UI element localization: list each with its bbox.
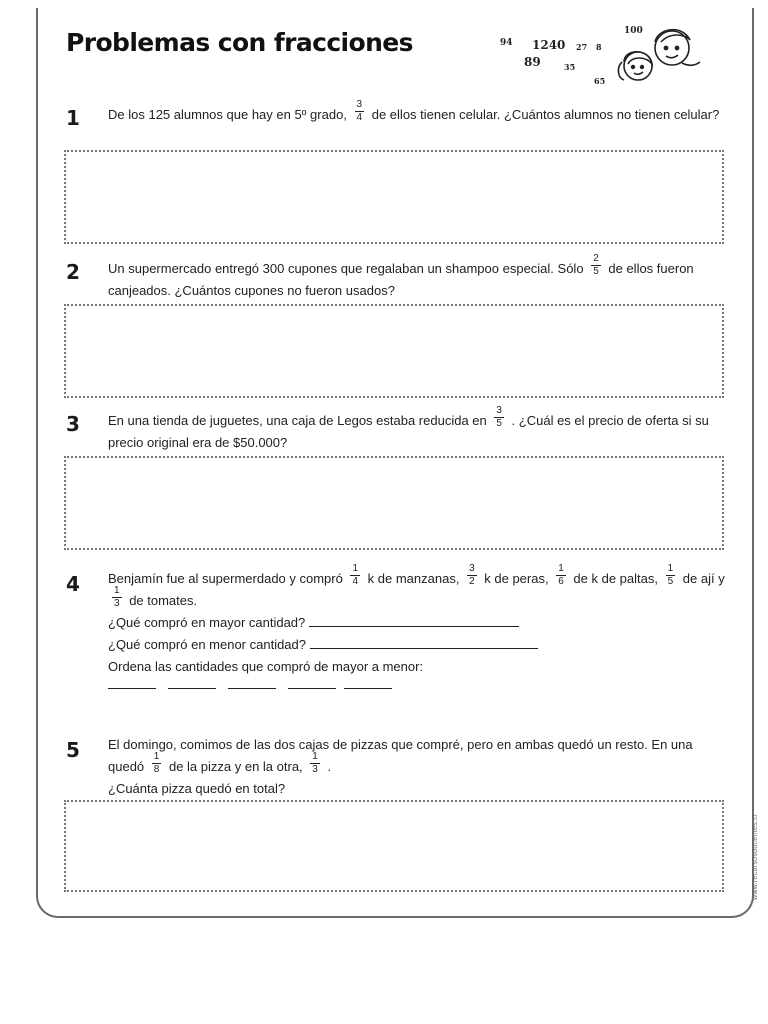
- problem-number: 2: [66, 260, 80, 284]
- question-total: ¿Cuánta pizza quedó en total?: [108, 781, 286, 796]
- deco-number: 1240: [532, 38, 566, 52]
- fraction: $\frac{1}{5}$: [667, 563, 674, 588]
- answer-line-mayor[interactable]: [309, 614, 519, 627]
- header-decoration: [490, 20, 710, 90]
- problem-number: 5: [66, 738, 80, 762]
- problem-text: Un supermercado entregó 300 cupones que regalaban un shampoo especial. Sólo $\frac{2}{5}$ de ellos fueron canjeados. ¿Cuántos cupones no fueron usados?: [108, 253, 694, 298]
- question-menor: ¿Qué compró en menor cantidad?: [108, 637, 306, 652]
- fraction: $\frac{1}{3}$: [312, 751, 318, 776]
- order-blank[interactable]: [168, 688, 216, 689]
- children-faces-icon: [582, 20, 707, 90]
- fraction: $\frac{2}{5}$: [593, 253, 599, 278]
- problem-text: Benjamín fue al supermerdado y compró $\frac{1}{4}$ k de manzanas, $\frac{3}{2}$ k de peras, $\frac{1}{6}$ de k de paltas, $\frac{1}{5}$ de ají y $\frac{1}{3}$ de tomates. ¿Qué compró en mayor cantidad? ¿Qué compró en menor cantidad? Ordena las cantidades que compró de mayor a menor:: [108, 563, 725, 674]
- fraction: $\frac{1}{8}$: [153, 751, 160, 776]
- order-blank[interactable]: [108, 688, 156, 689]
- question-mayor: ¿Qué compró en mayor cantidad?: [108, 615, 306, 630]
- side-watermark: www.recursosdocentes.cl: [752, 814, 759, 900]
- problem-text: En una tienda de juguetes, una caja de Legos estaba reducida en $\frac{3}{5}$ . ¿Cuál es el precio de oferta si su precio original era de $50.000?: [108, 405, 709, 450]
- fraction: $\frac{1}{4}$: [352, 563, 359, 588]
- deco-number: 8: [596, 42, 602, 52]
- problem-4: [66, 563, 726, 718]
- problem-number: 3: [66, 412, 80, 436]
- answer-box-1[interactable]: [64, 150, 724, 244]
- deco-number: 94: [500, 38, 513, 48]
- deco-number: 89: [524, 55, 541, 69]
- problem-text: De los 125 alumnos que hay en 5º grado, $\frac{3}{4}$ de ellos tienen celular. ¿Cuántos alumnos no tienen celular?: [108, 99, 720, 124]
- deco-number: 35: [564, 62, 576, 72]
- order-blank[interactable]: [288, 688, 336, 689]
- order-blank[interactable]: [228, 688, 276, 689]
- answer-box-5[interactable]: [64, 800, 724, 892]
- problem-number: 4: [66, 572, 80, 596]
- answer-box-2[interactable]: [64, 304, 724, 398]
- deco-number: 27: [576, 42, 588, 52]
- answer-line-menor[interactable]: [310, 636, 538, 649]
- fraction: $\frac{1}{3}$: [114, 585, 120, 610]
- deco-number: 100: [624, 26, 643, 36]
- page-title: Problemas con fracciones: [66, 28, 413, 57]
- fraction: $\frac{3}{5}$: [496, 405, 502, 430]
- fraction: $\frac{3}{2}$: [469, 563, 475, 588]
- answer-box-3[interactable]: [64, 456, 724, 550]
- problem-number: 1: [66, 106, 80, 130]
- fraction: $\frac{3}{4}$: [356, 99, 363, 124]
- order-blank[interactable]: [344, 688, 392, 689]
- fraction: $\frac{1}{6}$: [558, 563, 564, 588]
- problem-text: El domingo, comimos de las dos cajas de pizzas que compré, pero en ambas quedó un resto. En una quedó $\frac{1}{8}$ de la pizza y en la otra, $\frac{1}{3}$ . ¿Cuánta pizza quedó en total?: [108, 737, 693, 796]
- question-ordena: Ordena las cantidades que compró de mayor a menor:: [108, 659, 424, 674]
- deco-number: 65: [594, 76, 606, 86]
